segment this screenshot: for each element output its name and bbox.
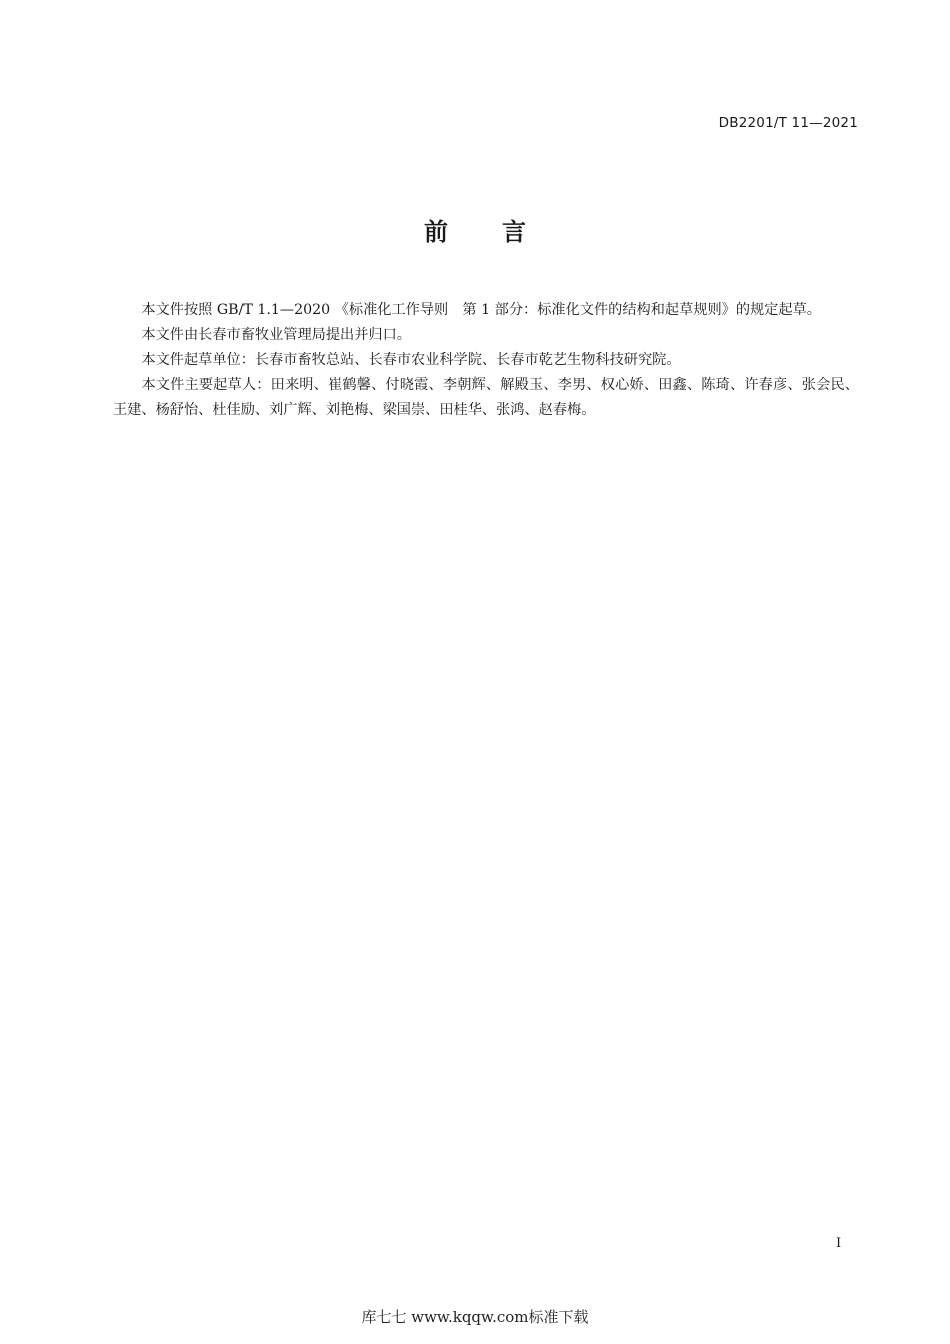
paragraph-drafters: 本文件主要起草人：田来明、崔鹤馨、付晓霞、李朝辉、解殿玉、李男、权心娇、田鑫、陈琦、许春彦、张会民、王建、杨舒怡、杜佳励、刘广辉、刘艳梅、梁国崇、田桂华、张鸿、赵春梅。 <box>113 377 859 418</box>
paragraph-drafting-basis: 本文件按照 GB/T 1.1—2020 《标准化工作导则 第 1 部分：标准化文件的结构和起草规则》的规定起草。 <box>141 302 821 318</box>
page-title <box>0 212 950 247</box>
preface-body <box>113 298 859 423</box>
paragraph-drafting-units: 本文件起草单位：长春市畜牧总站、长春市农业科学院、长春市乾艺生物科技研究院。 <box>141 352 681 368</box>
title-char-2: 言 <box>502 218 526 246</box>
paragraph-proposer: 本文件由长春市畜牧业管理局提出并归口。 <box>141 327 411 343</box>
page-number: I <box>836 1236 842 1251</box>
title-char-1: 前 <box>424 218 448 246</box>
document-code: DB2201/T 11—2021 <box>718 115 858 131</box>
footer-watermark: 库七七 www.kqqw.com标准下载 <box>361 1308 589 1326</box>
